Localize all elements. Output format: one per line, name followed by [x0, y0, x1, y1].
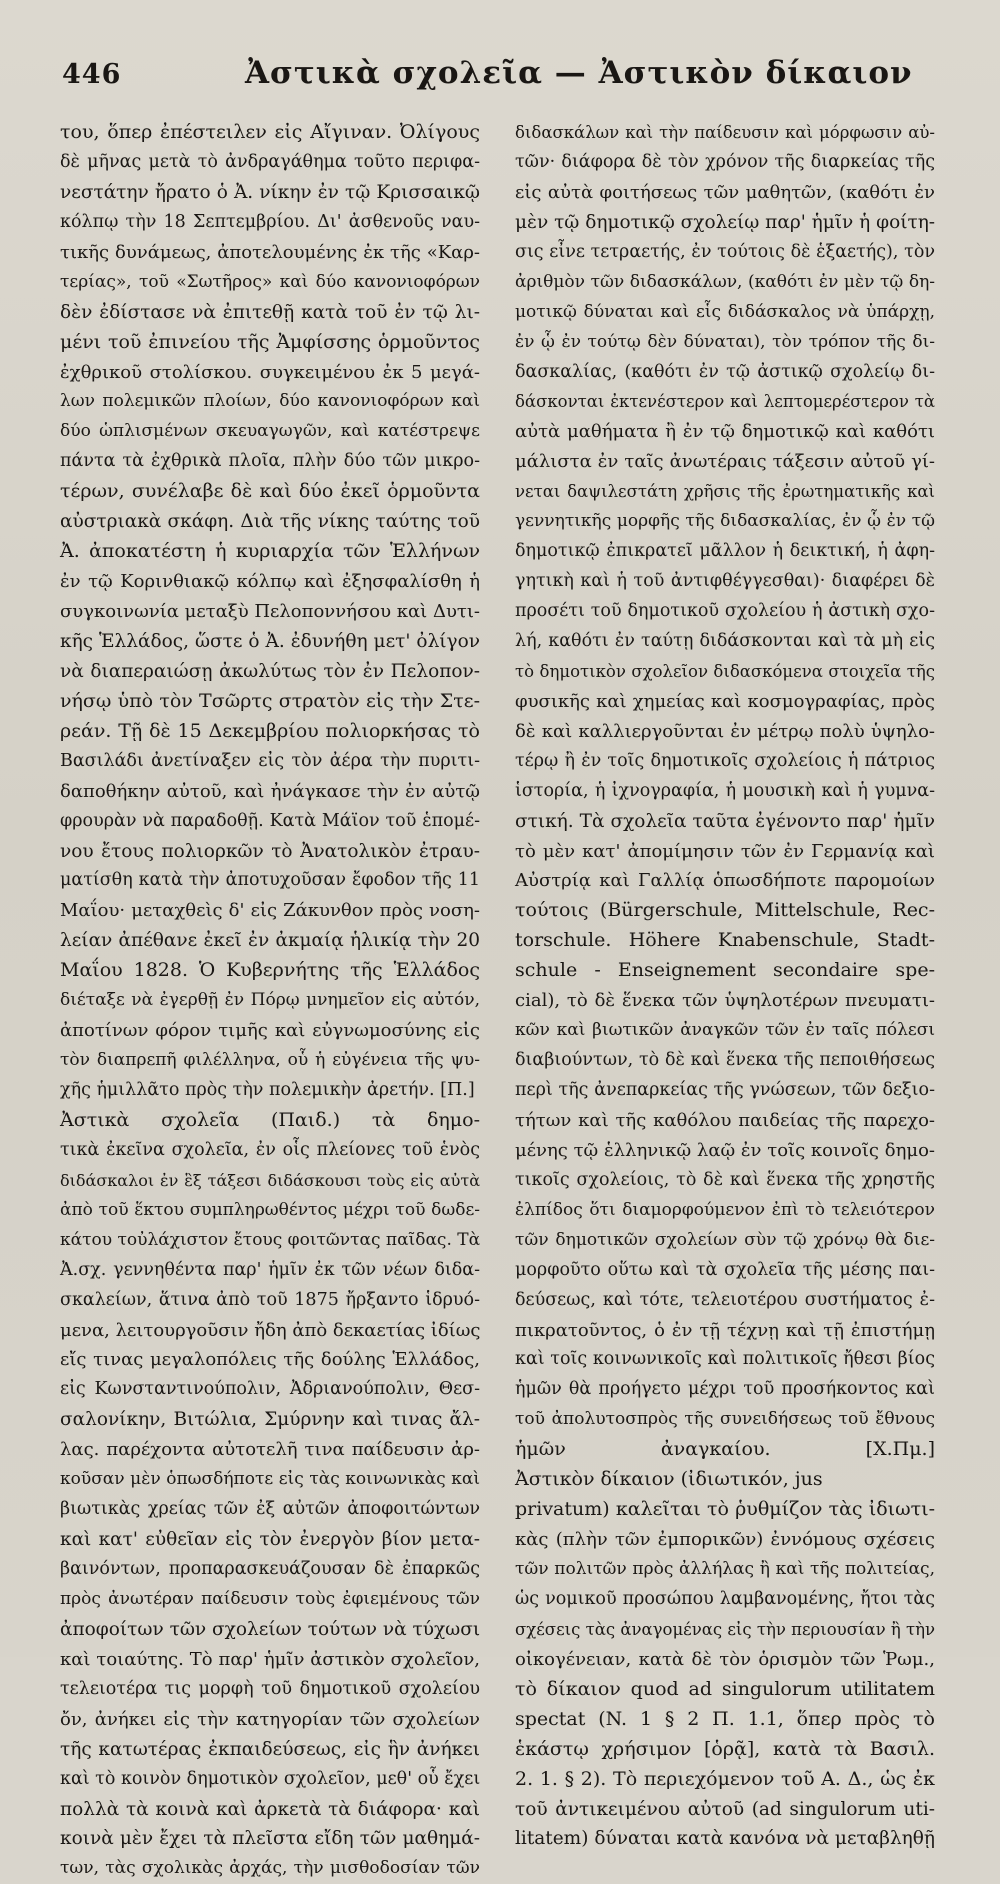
text-line: σαλονίκην, Βιτώλια, Σμύρνην καὶ τινας ἄλ-	[60, 1409, 480, 1431]
text-line: λας. παρέχοντα αὐτοτελῆ τινα παίδευσιν ἀρ-	[60, 1439, 480, 1461]
text-line: κὰς (πλὴν τῶν ἐμπορικῶν) ἐννόμους σχέσεις	[515, 1529, 935, 1551]
text-line: ἱστορία, ἡ ἰχνογραφία, ἡ μουσικὴ καὶ ἡ γυμνα-	[515, 780, 935, 801]
text-line: τήτων καὶ τῆς καθόλου παιδείας τῆς παρεχο-	[515, 1109, 935, 1131]
text-line: κοινὰ μὲν ἔχει τὰ πλεῖστα εἴδη τῶν μαθημά-	[60, 1828, 480, 1850]
left-column	[60, 118, 480, 1884]
text-line: πολλὰ τὰ κοινὰ καὶ ἀρκετὰ τὰ διάφορα· καὶ	[60, 1798, 480, 1820]
text-line: αὐστριακὰ σκάφη. Διὰ τῆς νίκης ταύτης τοῦ	[60, 511, 480, 533]
text-line: τὸ δίκαιον quod ad singulorum utilitatem	[515, 1677, 935, 1700]
right-column	[515, 118, 935, 1854]
text-line: κῶν καὶ βιωτικῶν ἀναγκῶν τῶν ἐν ταῖς πόλεσι	[515, 1020, 935, 1041]
page-header	[0, 55, 1000, 105]
text-line: μενα, λειτουργοῦσιν ἤδη ἀπὸ δεκαετίας ἰδίως	[60, 1319, 481, 1341]
text-line: τῶν πολιτῶν πρὸς ἀλλήλας ἢ καὶ τῆς πολιτείας,	[515, 1559, 935, 1579]
text-line: τικῆς δυνάμεως, ἀποτελουμένης ἐκ τῆς «Καρ-	[60, 241, 480, 263]
text-line: ἐχθρικοῦ στολίσκου. συγκειμένου ἐκ 5 μεγά-	[60, 361, 480, 383]
text-line: τερίας», τοῦ «Σωτῆρος» καὶ δύο κανονιοφόρων	[60, 271, 480, 292]
text-line: Μαΐου· μεταχθεὶς δ' εἰς Ζάκυνθον πρὸς νοση-	[60, 900, 480, 922]
text-line: ἀριθμὸν τῶν διδασκάλων, (καθότι ἐν μὲν τῷ δη-	[515, 271, 935, 292]
text-line: δὲν ἐδίστασε νὰ ἐπιτεθῇ κατὰ τοῦ ἐν τῷ λι-	[60, 301, 480, 323]
text-line: Ἀστικὸν δίκαιον (ἰδιωτικόν, jus	[515, 1468, 823, 1491]
text-line: μένης τῷ ἑλληνικῷ λαῷ ἐν τοῖς κοινοῖς δημο-	[515, 1139, 935, 1161]
text-line: βιωτικὰς χρείας τῶν ἐξ αὐτῶν ἀποφοιτώντων	[60, 1499, 480, 1520]
text-line: ὄν, ἀνήκει εἰς τὴν κατηγορίαν τῶν σχολείων	[60, 1708, 480, 1730]
text-line: μάλιστα ἐν ταῖς ἀνωτέραις τάξεσιν αὐτοῦ γί-	[515, 451, 935, 473]
text-line: τοῦ ἀντικειμένου αὐτοῦ (ad singulorum uti-	[515, 1798, 935, 1820]
text-line: των, τὰς σχολικὰς ἀρχάς, τὴν μισθοδοσίαν τῶν	[60, 1858, 480, 1879]
text-line: τελειοτέρα τις μορφὴ τοῦ δημοτικοῦ σχολείου	[60, 1678, 480, 1699]
text-line: τοῦ ἀπολυτοσπρὸς τῆς συνειδήσεως τοῦ ἔθνους	[515, 1409, 935, 1430]
text-line: εἰς Κωνσταντινούπολιν, Ἀδριανούπολιν, Θεσ-	[60, 1379, 480, 1400]
text-line: τέρων, συνέλαβε δὲ καὶ δύο ἐκεῖ ὁρμοῦντα	[60, 480, 480, 503]
text-line: ἀποφοίτων τῶν σχολείων τούτων νὰ τύχωσι	[60, 1618, 481, 1640]
text-line: δασκαλίας, (καθότι ἐν τῷ ἀστικῷ σχολείῳ δι-	[515, 361, 935, 382]
text-line: εἰς αὐτὰ φοιτήσεως τῶν μαθητῶν, (καθότι ἐν	[515, 181, 935, 203]
text-line: δαποθήκην αὐτοῦ, καὶ ἠνάγκασε τὴν ἐν αὐτῷ	[60, 780, 480, 802]
text-line: του, ὅπερ ἐπέστειλεν εἰς Αἴγιναν. Ὀλίγους	[60, 121, 480, 143]
text-line: κοῦσαν μὲν ὁπωσδήποτε εἰς τὰς κοινωνικὰς καὶ	[60, 1469, 480, 1490]
text-line: πρὸς ἀνωτέραν παίδευσιν τοὺς ἐφιεμένους τῶν	[60, 1588, 480, 1609]
text-line: κῆς Ἑλλάδος, ὥστε ὁ Ἀ. ἐδυνήθη μετ' ὀλίγον	[60, 630, 480, 652]
text-line: ἡμῶν ἀναγκαίου. [Χ.Πμ.]	[515, 1438, 935, 1461]
text-line: τέρῳ ἢ ἐν τοῖς δημοτικοῖς σχολείοις ἡ πάτριος	[515, 750, 935, 771]
text-line: σις εἶνε τετραετής, ἐν τούτοις δὲ ἑξαετής), τὸν	[515, 241, 935, 262]
text-line: νεται δαψιλεστάτη χρῆσις τῆς ἐρωτηματικῆς καὶ	[515, 482, 935, 502]
text-line: γητικὴ καὶ ἡ τοῦ ἀντιφθέγγεσθαι)· διαφέρει δὲ	[515, 571, 935, 592]
text-line: φρουρὰν νὰ παραδοθῇ. Κατὰ Μάϊον τοῦ ἑπομέ-	[60, 810, 480, 831]
text-line: διαβιούντων, τὸ δὲ καὶ ἕνεκα τῆς πεποιθήσεως	[515, 1050, 935, 1071]
text-line: οἰκογένειαν, κατὰ δὲ τὸν ὁρισμὸν τῶν Ῥωμ.,	[515, 1648, 935, 1670]
text-line: σκαλείων, ἅτινα ἀπὸ τοῦ 1875 ἤρξαντο ἱδρυό-	[60, 1289, 480, 1310]
text-line: νεστάτην ἤρατο ὁ Ἀ. νίκην ἐν τῷ Κρισσαικῷ	[60, 181, 480, 203]
text-line: ἐν ᾧ ἐν τούτῳ δὲν δύναται), τὸν τρόπον τῆς δι-	[515, 331, 935, 352]
text-line: περὶ τῆς ἀνεπαρκείας τῆς γνώσεων, τῶν δεξιο-	[515, 1080, 935, 1100]
text-line: διέταξε νὰ ἐγερθῇ ἐν Πόρῳ μνημεῖον εἰς αὐτόν,	[60, 990, 480, 1011]
text-line: τὸ μὲν κατ' ἀπομίμησιν τῶν ἐν Γερμανίᾳ καὶ	[515, 840, 935, 862]
text-line: φυσικῆς καὶ χημείας καὶ κοσμογραφίας, πρὸς	[515, 690, 935, 712]
text-line: ἀπὸ τοῦ ἕκτου συμπληρωθέντος μέχρι τοῦ δωδε-	[60, 1199, 480, 1220]
text-line: δάσκονται ἐκτενέστερον καὶ λεπτομερέστερον τὰ	[515, 392, 935, 412]
text-line: cial), τὸ δὲ ἕνεκα τῶν ὑψηλοτέρων πνευματι-	[515, 990, 935, 1012]
text-line: πικρατοῦντος, ὁ ἐν τῇ τέχνῃ καὶ τῇ ἐπιστήμῃ	[515, 1319, 935, 1341]
text-line: ἡμῶν θὰ προήγετο μέχρι τοῦ προσήκοντος καὶ	[515, 1379, 935, 1400]
text-line: μὲν τῷ δημοτικῷ σχολείῳ παρ' ἡμῖν ἡ φοίτη-	[515, 211, 936, 233]
text-line: τῆς κατωτέρας ἐκπαιδεύσεως, εἰς ἣν ἀνήκει	[60, 1738, 480, 1760]
text-line: τὸν διαπρεπῆ φιλέλληνα, οὗ ἡ εὐγένεια τῆς ψυ-	[60, 1050, 480, 1071]
text-line: μοτικῷ δύναται καὶ εἷς διδάσκαλος νὰ ὑπάρχῃ,	[515, 301, 935, 322]
text-line: τῶν δημοτικῶν σχολείων σὺν τῷ χρόνῳ θὰ διε-	[515, 1229, 935, 1250]
page-number: 446	[62, 59, 122, 90]
text-line: μορφοῦτο οὕτω καὶ τὰ σχολεῖα τῆς μέσης παι-	[515, 1259, 935, 1280]
text-line: δεύσεως, καὶ τότε, τελειοτέρου συστήματος ἐ-	[515, 1289, 935, 1310]
text-line: λων πολεμικῶν πλοίων, δύο κανονιοφόρων καὶ	[60, 391, 480, 412]
text-line: δύο ὡπλισμένων σκευαγωγῶν, καὶ κατέστρεψε	[60, 421, 480, 442]
text-line: διδασκάλων καὶ τὴν παίδευσιν καὶ μόρφωσιν αὐ-	[515, 123, 935, 142]
text-line: ρεάν. Τῇ δὲ 15 Δεκεμβρίου πολιορκήσας τὸ	[60, 719, 480, 742]
text-line: ἑκάστῳ χρήσιμον [ὁρᾷ], κατὰ τὰ Βασιλ.	[515, 1737, 935, 1760]
text-line: συγκοινωνία μεταξὺ Πελοποννήσου καὶ Δυτι-	[60, 601, 480, 622]
text-line: spectat (N. 1 § 2 Π. 1.1, ὅπερ πρὸς τὸ	[515, 1707, 935, 1730]
text-line: νήσῳ ὑπὸ τὸν Τσῶρτς στρατὸν εἰς τὴν Στε-	[60, 689, 480, 712]
text-line: καὶ τοιαύτης. Τὸ παρ' ἡμῖν ἀστικὸν σχολεῖον,	[60, 1648, 480, 1670]
text-line: litatem) δύναται κατὰ κανόνα νὰ μεταβληθῇ	[515, 1828, 935, 1850]
text-line: Μαΐου 1828. Ὁ Κυβερνήτης τῆς Ἑλλάδος	[60, 959, 480, 982]
text-line: βαινόντων, προπαρασκευάζουσαν δὲ ἐπαρκῶς	[60, 1559, 480, 1579]
text-line: αὐτὰ μαθήματα ἢ ἐν τῷ δημοτικῷ καὶ καθότι	[515, 421, 935, 443]
text-line: privatum) καλεῖται τὸ ῥυθμίζον τὰς ἰδιωτι-	[515, 1498, 935, 1521]
text-line: σχέσεις τὰς ἀναγομένας εἰς τὴν περιουσίαν ἢ τὴν	[515, 1619, 936, 1639]
text-line: δὲ καὶ καλλιεργοῦνται ἐν μέτρῳ πολὺ ὑψηλο-	[515, 720, 935, 742]
text-line: τῶν· διάφορα δὲ τὸν χρόνον τῆς διαρκείας τῆς	[515, 151, 935, 172]
text-line: λείαν ἀπέθανε ἐκεῖ ἐν ἀκμαίᾳ ἡλικίᾳ τὴν 20	[60, 930, 480, 952]
text-line: τὸ δημοτικὸν σχολεῖον διδασκόμενα στοιχεῖα τῆς	[515, 661, 935, 681]
text-line: schule - Enseignement secondaire spe-	[515, 959, 935, 982]
text-line: torschule. Höhere Knabenschule, Stadt-	[515, 929, 935, 952]
text-line: ἐν τῷ Κορινθιακῷ κόλπῳ καὶ ἐξησφαλίσθη ἡ	[60, 571, 480, 593]
text-line: καὶ τὸ κοινὸν δημοτικὸν σχολεῖον, μεθ' οὗ ἔχει	[60, 1768, 481, 1789]
text-line: ματίσθη κατὰ τὴν ἀποτυχοῦσαν ἔφοδον τῆς 11	[60, 870, 480, 891]
text-line: χῆς ἡμιλλᾶτο πρὸς τὴν πολεμικὴν ἀρετήν. [Π.]	[60, 1080, 475, 1100]
text-line: προσέτι τοῦ δημοτικοῦ σχολείου ἡ ἀστικὴ σχο-	[515, 601, 935, 621]
text-line: γεννητικῆς μορφῆς τῆς διδασκαλίας, ἐν ᾧ ἐν τῷ	[515, 511, 935, 532]
text-line: καὶ τοῖς κοινωνικοῖς καὶ πολιτικοῖς ἤθεσι βίος	[515, 1349, 935, 1370]
text-line: στική. Τὰ σχολεῖα ταῦτα ἐγένοντο παρ' ἡμῖν	[515, 810, 935, 832]
text-line: διδάσκαλοι ἐν ἓξ τάξεσι διδάσκουσι τοὺς εἰς αὐτὰ	[60, 1170, 480, 1190]
running-title: Ἀστικὰ σχολεῖα — Ἀστικὸν δίκαιον	[245, 55, 913, 91]
text-line: τικὰ ἐκεῖνα σχολεῖα, ἐν οἷς πλείονες τοῦ ἑνὸς	[60, 1139, 480, 1160]
text-line: τούτοις (Bürgerschule, Mittelschule, Rec-	[515, 899, 935, 922]
text-line: δὲ μῆνας μετὰ τὸ ἀνδραγάθημα τοῦτο περιφα-	[60, 151, 480, 172]
text-line: κόλπῳ τὴν 18 Σεπτεμβρίου. Δι' ἀσθενοῦς ναυ-	[60, 211, 480, 232]
text-line: δημοτικῷ ἐπικρατεῖ μᾶλλον ἡ δεικτική, ἡ ἀφη-	[515, 541, 935, 562]
text-line: Βασιλάδι ἀνετίναξεν εἰς τὸν ἀέρα τὴν πυριτι-	[60, 750, 480, 771]
text-line: λή, καθότι ἐν ταύτῃ διδάσκονται καὶ τὰ μὴ εἰς	[515, 630, 935, 651]
text-line: πάντα τὰ ἐχθρικὰ πλοῖα, πλὴν δύο τῶν μικρο-	[60, 451, 480, 472]
text-line: ἀποτίνων φόρον τιμῆς καὶ εὐγνωμοσύνης εἰς	[60, 1020, 480, 1042]
text-line: καὶ κατ' εὐθεῖαν εἰς τὸν ἐνεργὸν βίον μετα-	[60, 1529, 480, 1551]
text-line: νὰ διαπεραιώσῃ ἀκωλύτως τὸν ἐν Πελοπον-	[60, 660, 480, 682]
text-line: Ἀ.σχ. γεννηθέντα παρ' ἡμῖν ἐκ τῶν νέων διδα-	[60, 1259, 480, 1280]
text-line: κάτου τοὐλάχιστον ἔτους φοιτῶντας παῖδας. Τὰ	[60, 1229, 481, 1250]
text-line: Ἀ. ἀποκατέστη ἡ κυριαρχία τῶν Ἑλλήνων	[60, 540, 480, 563]
text-line: νου ἔτους πολιορκῶν τὸ Ἀνατολικὸν ἐτραυ-	[60, 840, 480, 862]
text-line: τικοῖς σχολείοις, τὸ δὲ καὶ ἕνεκα τῆς χρηστῆς	[515, 1169, 935, 1190]
text-line: Αὐστρίᾳ καὶ Γαλλίᾳ ὁπωσδήποτε παρομοίων	[515, 870, 935, 892]
text-line: 2. 1. § 2). Τὸ περιεχόμενον τοῦ Α. Δ., ὡς ἐκ	[515, 1767, 935, 1790]
text-line: Ἀστικὰ σχολεῖα (Παιδ.) τὰ δημο-	[60, 1108, 480, 1131]
text-line: ὡς νομικοῦ προσώπου λαμβανομένης, ἤτοι τὰς	[515, 1588, 935, 1609]
text-line: εἴς τινας μεγαλοπόλεις τῆς δούλης Ἑλλάδος,	[60, 1349, 480, 1371]
text-line: μένι τοῦ ἐπινείου τῆς Ἀμφίσσης ὁρμοῦντος	[60, 330, 480, 353]
text-line: ἐλπίδος ὅτι διαμορφούμενον ἐπὶ τὸ τελειότερον	[515, 1199, 935, 1220]
